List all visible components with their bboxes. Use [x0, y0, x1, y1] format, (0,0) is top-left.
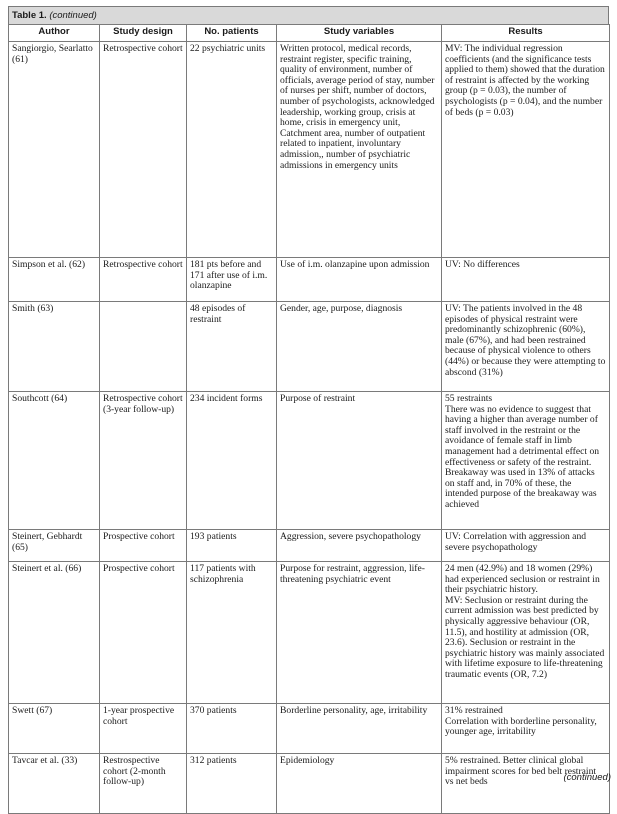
cell-author: Southcott (64) — [9, 392, 100, 530]
cell-variables: Gender, age, purpose, diagnosis — [277, 302, 442, 392]
header-row — [9, 25, 610, 42]
cell-patients: 48 episodes of restraint — [187, 302, 277, 392]
cell-author: Steinert, Gebhardt (65) — [9, 530, 100, 562]
cell-variables: Borderline personality, age, irritability — [277, 704, 442, 754]
cell-results: 31% restrained Correlation with borderline personality, younger age, irritability — [442, 704, 610, 754]
footer-continued: (continued) — [563, 772, 611, 783]
table-row — [9, 42, 610, 258]
cell-patients: 181 pts before and 171 after use of i.m. olanzapine — [187, 258, 277, 302]
cell-design: Prospective cohort — [100, 562, 187, 704]
cell-results: 24 men (42.9%) and 18 women (29%) had experienced seclusion or restraint in their psychiatric history. MV: Seclusion or restraint during the current admission was best predicted by physically aggressive behaviour (OR, 11.5), and hostility at admission (OR, 23.6). Seclusion or restraint in the psychiatric history was mainly associated with lifetime exposure to life-threatening traumatic events (OR, 7.2) — [442, 562, 610, 704]
cell-results: UV: The patients involved in the 48 episodes of physical restraint were predominantly schizophrenic (60%), male (67%), and had been restrained because of physical violence to others (44%) or because they were attempting to abscond (31%) — [442, 302, 610, 392]
column-header-variables: Study variables — [277, 25, 442, 42]
table-row — [9, 530, 610, 562]
cell-variables: Aggression, severe psychopathology — [277, 530, 442, 562]
cell-design: Prospective cohort — [100, 530, 187, 562]
cell-results: UV: No differences — [442, 258, 610, 302]
table-container — [8, 6, 609, 814]
cell-variables: Use of i.m. olanzapine upon admission — [277, 258, 442, 302]
cell-variables: Purpose of restraint — [277, 392, 442, 530]
table-note: (continued) — [49, 10, 97, 21]
cell-variables: Epidemiology — [277, 754, 442, 814]
cell-results: 5% restrained. Better clinical global impairment scores for bed belt restraint vs net beds — [442, 754, 610, 814]
column-header-author: Author — [9, 25, 100, 42]
cell-patients: 234 incident forms — [187, 392, 277, 530]
cell-results: 55 restraints There was no evidence to suggest that having a higher than average number of staff involved in the restraint or the avoidance of female staff in limb management had a detrimental effect on effectiveness or safety of the restraint. Breakaway was used in 13% of attacks on staff and, in 70% of these, the intended purpose of the breakaway was achieved — [442, 392, 610, 530]
cell-author: Steinert et al. (66) — [9, 562, 100, 704]
cell-patients: 312 patients — [187, 754, 277, 814]
cell-design: Restrospective cohort (2-month follow-up) — [100, 754, 187, 814]
cell-patients: 117 patients with schizophrenia — [187, 562, 277, 704]
table-row — [9, 562, 610, 704]
cell-design: Retrospective cohort (3-year follow-up) — [100, 392, 187, 530]
cell-patients: 22 psychiatric units — [187, 42, 277, 258]
cell-design: Retrospective cohort — [100, 258, 187, 302]
table-row — [9, 302, 610, 392]
cell-design: 1-year prospective cohort — [100, 704, 187, 754]
cell-patients: 193 patients — [187, 530, 277, 562]
cell-author: Smith (63) — [9, 302, 100, 392]
cell-variables: Purpose for restraint, aggression, life-threatening psychiatric event — [277, 562, 442, 704]
cell-author: Sangiorgio, Searlatto (61) — [9, 42, 100, 258]
cell-author: Simpson et al. (62) — [9, 258, 100, 302]
cell-variables: Written protocol, medical records, restraint register, specific training, quality of environment, number of officials, average period of stay, number of nurses per shift, number of doctors, number of psychologists, acknowledged leadership, working group, crisis at home, crisis in emergency unit, Catchment area, number of outpatient related to inpatient, involuntary admission,, number of psychiatric admissions in emergency units — [277, 42, 442, 258]
studies-table — [8, 24, 610, 814]
table-row — [9, 704, 610, 754]
table-label: Table 1. — [12, 10, 47, 21]
cell-results: MV: The individual regression coefficients (and the significance tests applied to them) showed that the duration of restraint is affected by the working group (p = 0.03), the number of psychologists (p = 0.04), and the number of beds (p = 0.03) — [442, 42, 610, 258]
column-header-design: Study design — [100, 25, 187, 42]
cell-design — [100, 302, 187, 392]
cell-author: Tavcar et al. (33) — [9, 754, 100, 814]
column-header-results: Results — [442, 25, 610, 42]
cell-author: Swett (67) — [9, 704, 100, 754]
table-row — [9, 258, 610, 302]
table-row — [9, 392, 610, 530]
table-row — [9, 754, 610, 814]
cell-results: UV: Correlation with aggression and severe psychopathology — [442, 530, 610, 562]
cell-patients: 370 patients — [187, 704, 277, 754]
table-caption — [8, 6, 609, 24]
cell-design: Retrospective cohort — [100, 42, 187, 258]
column-header-patients: No. patients — [187, 25, 277, 42]
